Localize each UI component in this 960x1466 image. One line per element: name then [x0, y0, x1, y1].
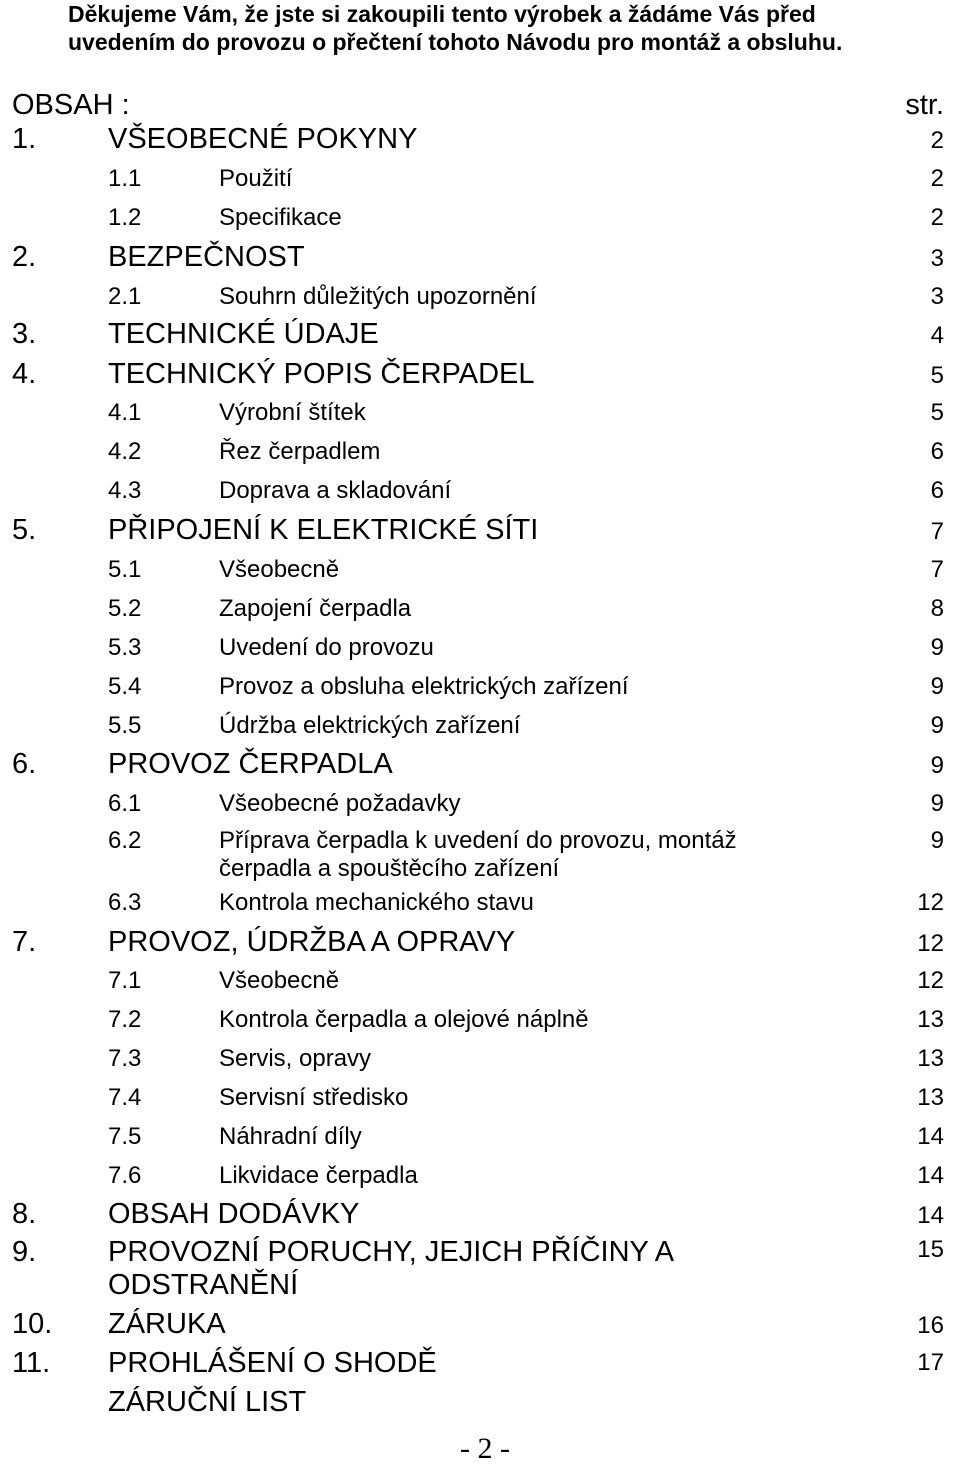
toc-entry-title: TECHNICKÉ ÚDAJE	[108, 318, 379, 350]
toc-entry-page: 6	[930, 477, 944, 504]
toc-entry-number: 2.1	[108, 283, 142, 310]
toc-entry-title: TECHNICKÝ POPIS ČERPADEL	[108, 358, 535, 390]
toc-entry-page: 9	[930, 634, 944, 661]
intro-line-1: Děkujeme Vám, že jste si zakoupili tento výrobek a žádáme Vás před	[68, 1, 816, 27]
toc-page-label: str.	[905, 89, 944, 121]
toc-entry-page: 12	[917, 930, 944, 957]
toc-entry-title: Uvedení do provozu	[219, 634, 434, 661]
intro-text	[68, 0, 948, 56]
toc-entry-title: Výrobní štítek	[219, 399, 366, 426]
toc-entry-title: Specifikace	[219, 204, 342, 231]
toc-entry-title: Náhradní díly	[219, 1123, 362, 1150]
intro-line-2: uvedením do provozu o přečtení tohoto Návodu pro montáž a obsluhu.	[68, 29, 843, 55]
toc-entry-title-continued: čerpadla a spouštěcího zařízení	[219, 855, 560, 882]
toc-entry-page: 13	[917, 1045, 944, 1072]
toc-entry-title: BEZPEČNOST	[108, 241, 305, 273]
toc-entry-number: 5.5	[108, 712, 142, 739]
toc-entry-page: 2	[930, 127, 944, 154]
toc-entry-page: 16	[917, 1312, 944, 1339]
toc-entry-title: Servisní středisko	[219, 1084, 409, 1111]
toc-entry-page: 12	[917, 889, 944, 916]
toc-entry-title: Kontrola čerpadla a olejové náplně	[219, 1006, 589, 1033]
toc-entry-number: 10.	[12, 1308, 53, 1340]
toc-entry-page: 7	[930, 518, 944, 545]
toc-entry-number: 5.1	[108, 556, 142, 583]
toc-entry-page: 13	[917, 1006, 944, 1033]
toc-entry-number: 4.1	[108, 399, 142, 426]
toc-entry-number: 7.3	[108, 1045, 142, 1072]
toc-entry-page: 7	[930, 556, 944, 583]
toc-entry-title: Použití	[219, 165, 293, 192]
toc-entry-title-continued: ODSTRANĚNÍ	[108, 1269, 299, 1301]
toc-entry-number: 6.2	[108, 827, 142, 854]
toc-entry-title: PROVOZNÍ PORUCHY, JEJICH PŘÍČINY A	[108, 1236, 675, 1268]
toc-entry-title: ZÁRUKA	[108, 1308, 226, 1340]
toc-entry-page: 14	[917, 1202, 944, 1229]
toc-entry-number: 7.2	[108, 1006, 142, 1033]
toc-entry-page: 17	[917, 1349, 944, 1376]
toc-entry-number: 6.	[12, 748, 37, 780]
toc-entry-page: 2	[930, 165, 944, 192]
toc-entry-title: Kontrola mechanického stavu	[219, 889, 534, 916]
page-number: - 2 -	[460, 1432, 510, 1465]
toc-entry-number: 9.	[12, 1236, 37, 1268]
toc-entry-page: 8	[930, 595, 944, 622]
toc-entry-number: 7.1	[108, 967, 142, 994]
toc-entry-title: Provoz a obsluha elektrických zařízení	[219, 673, 629, 700]
toc-entry-title: Doprava a skladování	[219, 477, 452, 504]
toc-entry-number: 4.3	[108, 477, 142, 504]
toc-entry-title: Všeobecné požadavky	[219, 790, 461, 817]
toc-entry-page: 3	[930, 283, 944, 310]
toc-entry-number: 11.	[12, 1347, 51, 1379]
toc-entry-number: 4.2	[108, 438, 142, 465]
toc-entry-number: 5.	[12, 514, 37, 546]
toc-entry-number: 1.	[12, 123, 37, 155]
toc-entry-page: 12	[917, 967, 944, 994]
toc-entry-page: 9	[930, 827, 944, 854]
toc-entry-number: 5.4	[108, 673, 142, 700]
toc-entry-title: VŠEOBECNÉ POKYNY	[108, 123, 418, 155]
toc-entry-number: 6.3	[108, 889, 142, 916]
toc-entry-page: 13	[917, 1084, 944, 1111]
toc-entry-number: 4.	[12, 358, 37, 390]
toc-entry-title: Likvidace čerpadla	[219, 1162, 418, 1189]
toc-entry-title: PROHLÁŠENÍ O SHODĚ	[108, 1347, 437, 1379]
toc-entry-number: 1.1	[108, 165, 142, 192]
toc-entry-title: Všeobecně	[219, 967, 340, 994]
toc-entry-page: 15	[917, 1236, 944, 1263]
toc-entry-page: 2	[930, 204, 944, 231]
toc-entry-page: 9	[930, 752, 944, 779]
toc-entry-title: Příprava čerpadla k uvedení do provozu, montáž	[219, 827, 737, 854]
toc-entry-page: 9	[930, 712, 944, 739]
toc-title: OBSAH :	[12, 89, 130, 121]
toc-entry-title: Zapojení čerpadla	[219, 595, 412, 622]
toc-entry-number: 8.	[12, 1198, 37, 1230]
toc-entry-title: Řez čerpadlem	[219, 438, 381, 465]
toc-entry-title: ZÁRUČNÍ LIST	[108, 1386, 307, 1418]
toc-entry-title: Údržba elektrických zařízení	[219, 712, 521, 739]
toc-entry-page: 5	[930, 362, 944, 389]
toc-entry-number: 3.	[12, 318, 37, 350]
toc-entry-number: 6.1	[108, 790, 142, 817]
toc-entry-number: 5.3	[108, 634, 142, 661]
toc-entry-title: Souhrn důležitých upozornění	[219, 283, 537, 310]
toc-entry-number: 7.5	[108, 1123, 142, 1150]
toc-entry-page: 14	[917, 1162, 944, 1189]
toc-entry-number: 7.4	[108, 1084, 142, 1111]
toc-entry-page: 5	[930, 399, 944, 426]
toc-entry-number: 1.2	[108, 204, 142, 231]
toc-entry-page: 9	[930, 790, 944, 817]
toc-entry-page: 6	[930, 438, 944, 465]
toc-entry-page: 14	[917, 1123, 944, 1150]
toc-entry-page: 4	[930, 322, 944, 349]
toc-entry-number: 7.6	[108, 1162, 142, 1189]
toc-entry-title: Všeobecně	[219, 556, 340, 583]
toc-entry-title: PROVOZ ČERPADLA	[108, 748, 393, 780]
toc-entry-title: PROVOZ, ÚDRŽBA A OPRAVY	[108, 926, 516, 958]
toc-entry-number: 7.	[12, 926, 37, 958]
toc-entry-number: 2.	[12, 241, 37, 273]
toc-entry-title: PŘIPOJENÍ K ELEKTRICKÉ SÍTI	[108, 514, 539, 546]
toc-entry-title: OBSAH DODÁVKY	[108, 1198, 360, 1230]
toc-entry-number: 5.2	[108, 595, 142, 622]
toc-entry-title: Servis, opravy	[219, 1045, 372, 1072]
toc-entry-page: 9	[930, 673, 944, 700]
toc-entry-page: 3	[930, 245, 944, 272]
